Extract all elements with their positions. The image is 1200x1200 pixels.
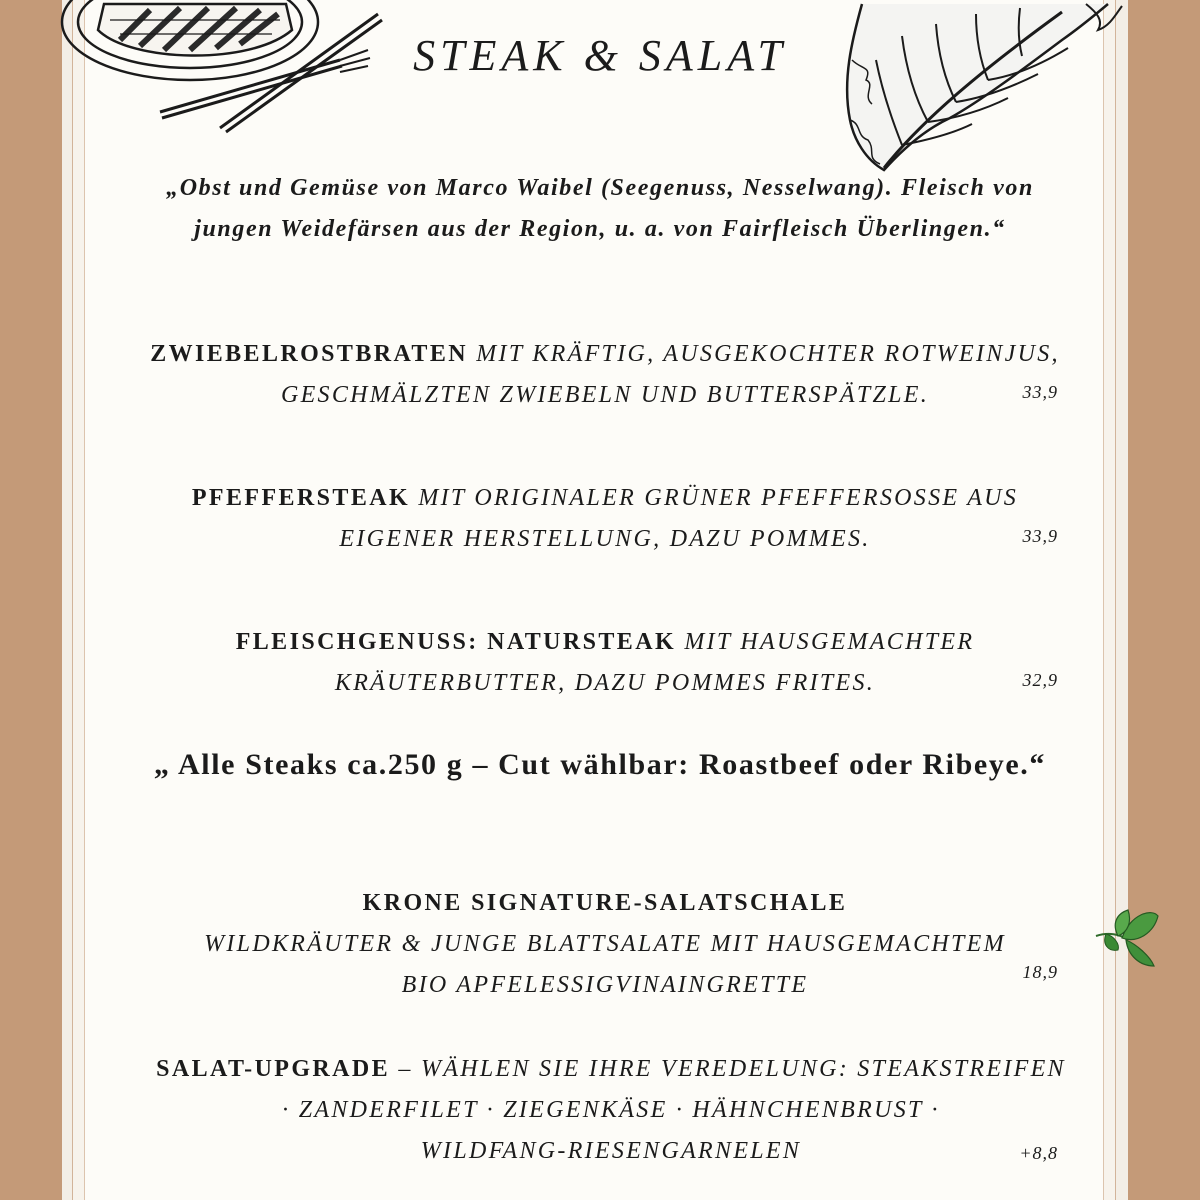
dish-line-1 [100, 334, 1110, 375]
dish-pfeffersteak [100, 478, 1110, 560]
dish-name: FLEISCHGENUSS: NATURSTEAK [235, 629, 677, 655]
dish-price: +8,8 [1019, 1143, 1058, 1163]
dish-salat-upgrade [96, 1049, 1126, 1172]
dish-line-1 [100, 622, 1110, 663]
intro-line-1: „Obst und Gemüse von Marco Waibel (Seegenuss, Nesselwang). Fleisch von [166, 175, 1034, 201]
dish-price: 33,9 [1022, 382, 1058, 402]
dish-name: SALAT-UPGRADE [156, 1056, 391, 1082]
dish-price: 33,9 [1022, 526, 1058, 546]
dish-description: EIGENER HERSTELLUNG, DAZU POMMES. [339, 526, 871, 552]
dish-name: KRONE SIGNATURE-SALATSCHALE [362, 890, 848, 916]
steak-note: „ Alle Steaks ca.250 g – Cut wählbar: Roastbeef oder Ribeye.“ [154, 748, 1046, 781]
dish-price: 32,9 [1022, 670, 1058, 690]
dish-name: ZWIEBELROSTBRATEN [150, 341, 468, 367]
dish-name: PFEFFERSTEAK [191, 485, 411, 511]
dish-line-1 [100, 478, 1110, 519]
dish-zwiebelrostbraten [100, 334, 1110, 416]
dish-description: BIO APFELESSIGVINAINGRETTE [401, 972, 809, 998]
dish-description: GESCHMÄLZTEN ZWIEBELN UND BUTTERSPÄTZLE. [280, 382, 930, 408]
lettuce-leaf-illustration [832, 0, 1132, 175]
dish-salatschale [100, 883, 1110, 1006]
dish-description: MIT ORIGINALER GRÜNER PFEFFERSOSSE AUS [410, 485, 1019, 511]
dish-description: WILDKRÄUTER & JUNGE BLATTSALATE MIT HAUSGEMACHTEM [204, 931, 1006, 957]
intro-line-2: jungen Weidefärsen aus der Region, u. a. von Fairfleisch Überlingen.“ [194, 216, 1006, 242]
dish-description: MIT HAUSGEMACHTER [676, 629, 975, 655]
dish-description: MIT KRÄFTIG, AUSGEKOCHTER ROTWEINJUS, [467, 341, 1060, 367]
dish-description: KRÄUTERBUTTER, DAZU POMMES FRITES. [334, 670, 876, 696]
dish-price: 18,9 [1022, 962, 1058, 982]
intro-text [120, 168, 1080, 250]
dish-natursteak [100, 622, 1110, 704]
dish-description: – WÄHLEN SIE IHRE VEREDELUNG: STEAKSTREIFEN [390, 1056, 1066, 1082]
dish-line-1 [96, 1049, 1126, 1090]
menu-title: STEAK & SALAT [413, 31, 787, 80]
dish-description: · ZANDERFILET · ZIEGENKÄSE · HÄHNCHENBRUST · [282, 1097, 940, 1123]
dish-description: WILDFANG-RIESENGARNELEN [420, 1138, 802, 1164]
